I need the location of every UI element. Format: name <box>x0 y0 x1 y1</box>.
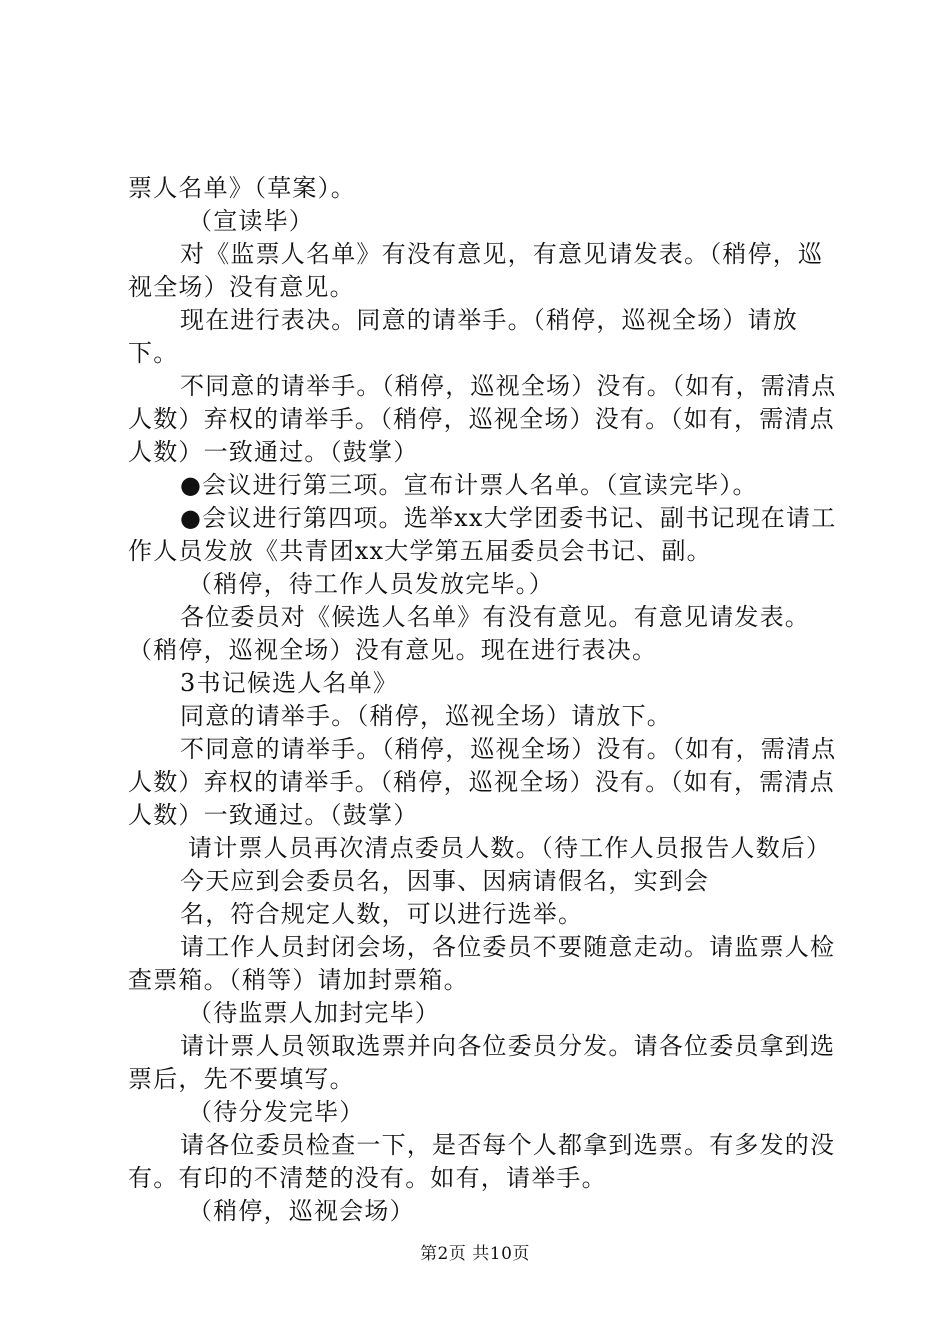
paragraph: 3书记候选人名单》 <box>180 669 399 697</box>
paragraph: 名，符合规定人数，可以进行选举。 <box>180 900 584 928</box>
page-number-label: 第2页 共10页 <box>420 1244 530 1264</box>
paragraph: 各位委员对《候选人名单》有没有意见。有意见请发表。（稍停，巡视全场）没有意见。现在进行表决。 <box>128 603 810 664</box>
paragraph: 今天应到会委员名，因事、因病请假名，实到会 <box>180 867 710 895</box>
paragraph: 票人名单》（草案）。 <box>128 174 356 202</box>
paragraph: 不同意的请举手。（稍停，巡视全场）没有。（如有，需清点人数）弃权的请举手。（稍停，巡视全场）没有。（如有，需清点人数）一致通过。（鼓掌） <box>128 735 837 829</box>
paragraph: 对《监票人名单》有没有意见，有意见请发表。（稍停，巡视全场）没有意见。 <box>128 240 824 301</box>
paragraph: 请各位委员检查一下，是否每个人都拿到选票。有多发的没有。有印的不清楚的没有。如有，请举手。 <box>128 1131 836 1192</box>
paragraph: （待监票人加封完毕） <box>188 999 440 1027</box>
paragraph: 现在进行表决。同意的请举手。（稍停，巡视全场）请放下。 <box>128 306 798 367</box>
paragraph: （稍停，巡视会场） <box>188 1197 415 1225</box>
paragraph: （稍停，待工作人员发放完毕。） <box>188 570 554 598</box>
paragraph: 同意的请举手。（稍停，巡视全场）请放下。 <box>180 702 672 730</box>
document-body <box>128 172 838 1228</box>
paragraph: 请工作人员封闭会场，各位委员不要随意走动。请监票人检查票箱。（稍等）请加封票箱。 <box>128 933 836 994</box>
paragraph: ●会议进行第三项。宣布计票人名单。（宣读完毕）。 <box>180 471 758 499</box>
paragraph: ●会议进行第四项。选举xx大学团委书记、副书记现在请工作人员发放《共青团xx大学第五届委员会书记、副。 <box>128 504 837 565</box>
paragraph: 请计票人员领取选票并向各位委员分发。请各位委员拿到选票后，先不要填写。 <box>128 1032 836 1093</box>
paragraph: 请计票人员再次清点委员人数。（待工作人员报告人数后） <box>188 834 832 862</box>
paragraph: （待分发完毕） <box>188 1098 365 1126</box>
page-footer <box>0 1243 950 1265</box>
paragraph: 不同意的请举手。（稍停，巡视全场）没有。（如有，需清点人数）弃权的请举手。（稍停，巡视全场）没有。（如有，需清点人数）一致通过。（鼓掌） <box>128 372 837 466</box>
paragraph: （宣读毕） <box>188 207 314 235</box>
